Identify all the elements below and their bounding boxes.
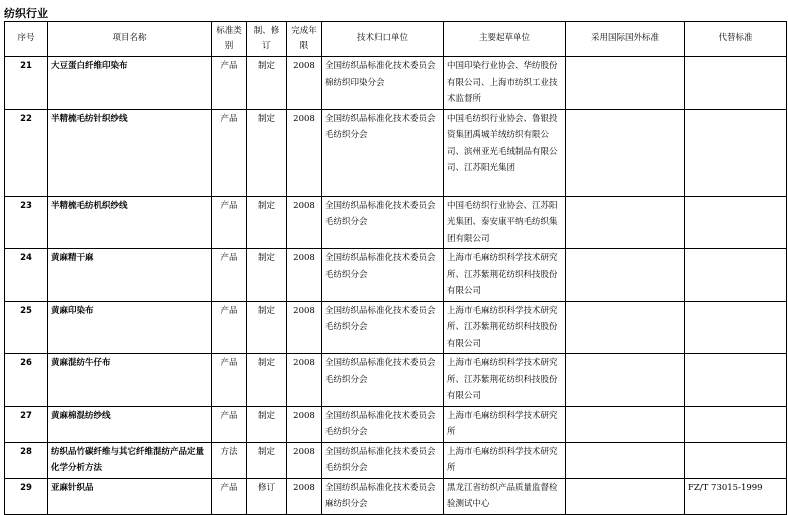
table-row: [5, 354, 787, 407]
cell-year: 2008: [287, 301, 322, 354]
cell-type: 产品: [212, 249, 247, 302]
cell-no: 29: [5, 478, 48, 514]
cell-no: 25: [5, 301, 48, 354]
cell-committee: 全国纺织品标准化技术委员会棉纺织印染分会: [322, 57, 444, 110]
cell-name: 黄麻棉混纺纱线: [48, 406, 212, 442]
cell-type: 产品: [212, 301, 247, 354]
cell-drafter: 上海市毛麻纺织科学技术研究所、江苏紫荆花纺织科技股份有限公司: [444, 301, 566, 354]
cell-year: 2008: [287, 406, 322, 442]
cell-intl: [566, 406, 685, 442]
table-row: [5, 249, 787, 302]
cell-name: 黄麻精干麻: [48, 249, 212, 302]
cell-action: 制定: [247, 406, 287, 442]
cell-name: 大豆蛋白纤维印染布: [48, 57, 212, 110]
cell-no: 26: [5, 354, 48, 407]
cell-year: 2008: [287, 57, 322, 110]
cell-action: 制定: [247, 57, 287, 110]
header-intl: 采用国际国外标准: [566, 22, 685, 57]
cell-committee: 全国纺织品标准化技术委员会毛纺织分会: [322, 196, 444, 249]
table-row: [5, 109, 787, 196]
cell-year: 2008: [287, 354, 322, 407]
cell-no: 22: [5, 109, 48, 196]
cell-drafter: 上海市毛麻纺织科学技术研究所: [444, 406, 566, 442]
cell-year: 2008: [287, 249, 322, 302]
cell-replace: [685, 196, 787, 249]
cell-drafter: 上海市毛麻纺织科学技术研究所: [444, 442, 566, 478]
cell-intl: [566, 301, 685, 354]
cell-action: 制定: [247, 442, 287, 478]
cell-intl: [566, 196, 685, 249]
table-row: [5, 301, 787, 354]
cell-intl: [566, 57, 685, 110]
cell-drafter: 上海市毛麻纺织科学技术研究所、江苏紫荆花纺织科技股份有限公司: [444, 249, 566, 302]
cell-action: 制定: [247, 354, 287, 407]
cell-no: 24: [5, 249, 48, 302]
cell-type: 产品: [212, 354, 247, 407]
cell-name: 纺织品竹碳纤维与其它纤维混纺产品定量化学分析方法: [48, 442, 212, 478]
cell-name: 亚麻针织品: [48, 478, 212, 514]
cell-drafter: 中国毛纺织行业协会、江苏阳光集团、泰安康平纳毛纺织集团有限公司: [444, 196, 566, 249]
cell-type: 产品: [212, 109, 247, 196]
cell-type: 产品: [212, 478, 247, 514]
cell-no: 23: [5, 196, 48, 249]
table-row: [5, 57, 787, 110]
cell-action: 制定: [247, 196, 287, 249]
cell-committee: 全国纺织品标准化技术委员会麻纺织分会: [322, 478, 444, 514]
cell-name: 半精梳毛纺机织纱线: [48, 196, 212, 249]
cell-replace: [685, 249, 787, 302]
header-committee: 技术归口单位: [322, 22, 444, 57]
header-row: [5, 22, 787, 57]
table-row: [5, 478, 787, 514]
header-replace: 代替标准: [685, 22, 787, 57]
table-row: [5, 196, 787, 249]
cell-committee: 全国纺织品标准化技术委员会毛纺织分会: [322, 249, 444, 302]
cell-intl: [566, 109, 685, 196]
cell-intl: [566, 354, 685, 407]
header-drafter: 主要起草单位: [444, 22, 566, 57]
cell-type: 产品: [212, 406, 247, 442]
header-year: 完成年限: [287, 22, 322, 57]
cell-replace: [685, 301, 787, 354]
cell-replace: [685, 109, 787, 196]
section-title: 纺织行业: [4, 7, 48, 20]
cell-committee: 全国纺织品标准化技术委员会毛纺织分会: [322, 354, 444, 407]
cell-type: 产品: [212, 196, 247, 249]
cell-intl: [566, 442, 685, 478]
header-no: 序号: [5, 22, 48, 57]
cell-intl: [566, 249, 685, 302]
table-row: [5, 406, 787, 442]
standards-table: [4, 21, 787, 515]
cell-drafter: 上海市毛麻纺织科学技术研究所、江苏紫荆花纺织科技股份有限公司: [444, 354, 566, 407]
cell-replace: FZ/T 73015-1999: [685, 478, 787, 514]
cell-drafter: 中国毛纺织行业协会、鲁银投资集团禹城羊绒纺织有限公司、滨州亚光毛绒制品有限公司、江苏阳光集团: [444, 109, 566, 196]
header-type: 标准类别: [212, 22, 247, 57]
cell-committee: 全国纺织品标准化技术委员会毛纺织分会: [322, 109, 444, 196]
cell-year: 2008: [287, 109, 322, 196]
cell-intl: [566, 478, 685, 514]
cell-action: 制定: [247, 301, 287, 354]
cell-year: 2008: [287, 442, 322, 478]
cell-type: 方法: [212, 442, 247, 478]
cell-action: 制定: [247, 249, 287, 302]
cell-replace: [685, 442, 787, 478]
cell-no: 27: [5, 406, 48, 442]
cell-replace: [685, 57, 787, 110]
header-action: 制、修订: [247, 22, 287, 57]
cell-year: 2008: [287, 196, 322, 249]
cell-name: 半精梳毛纺针织纱线: [48, 109, 212, 196]
header-name: 项目名称: [48, 22, 212, 57]
cell-drafter: 黑龙江省纺织产品质量监督检验测试中心: [444, 478, 566, 514]
cell-action: 修订: [247, 478, 287, 514]
cell-action: 制定: [247, 109, 287, 196]
table-row: [5, 442, 787, 478]
cell-name: 黄麻混纺牛仔布: [48, 354, 212, 407]
cell-committee: 全国纺织品标准化技术委员会毛纺织分会: [322, 442, 444, 478]
cell-committee: 全国纺织品标准化技术委员会毛纺织分会: [322, 301, 444, 354]
cell-no: 21: [5, 57, 48, 110]
cell-committee: 全国纺织品标准化技术委员会毛纺织分会: [322, 406, 444, 442]
cell-no: 28: [5, 442, 48, 478]
cell-type: 产品: [212, 57, 247, 110]
cell-replace: [685, 406, 787, 442]
cell-year: 2008: [287, 478, 322, 514]
cell-name: 黄麻印染布: [48, 301, 212, 354]
cell-drafter: 中国印染行业协会、华纺股份有限公司、上海市纺织工业技术监督所: [444, 57, 566, 110]
cell-replace: [685, 354, 787, 407]
